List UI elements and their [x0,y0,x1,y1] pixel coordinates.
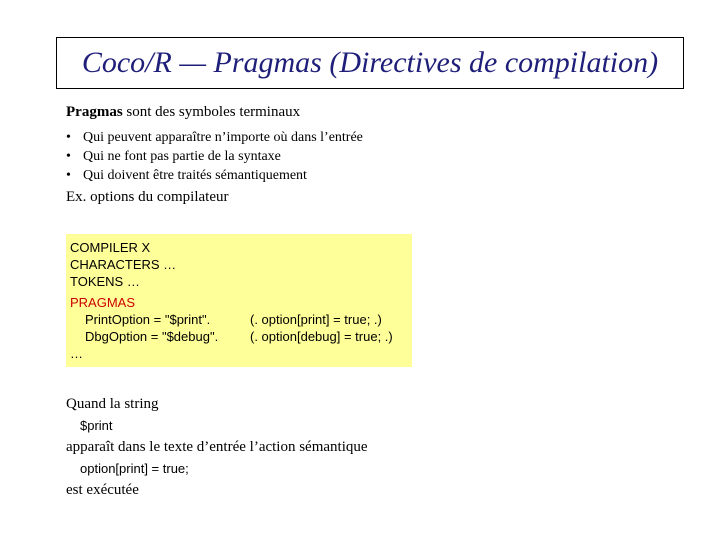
title-box [56,37,684,89]
code-print-decl: PrintOption = "$print". [85,312,211,327]
bullet-item [66,128,363,147]
bullet-list [66,128,363,185]
footer-code-print: $print [80,418,113,433]
footer-line-5: est exécutée [66,482,139,498]
code-debug-action: (. option[debug] = true; .) [250,329,393,344]
bullet-icon: • [66,130,71,145]
bullet-text: Qui doivent être traités sémantiquement [83,168,307,183]
bullet-item [66,147,363,166]
bullet-icon: • [66,149,71,164]
code-box [66,234,412,367]
code-line-pragmas: PRAGMAS [70,295,136,310]
footer-code-action: option[print] = true; [80,461,189,476]
example-label: Ex. options du compilateur [66,189,229,205]
footer-line-1: Quand la string [66,396,159,412]
intro-line [66,104,300,121]
bullet-text: Qui peuvent apparaître n’importe où dans l’entrée [83,130,363,145]
code-line-characters: CHARACTERS … [70,257,177,272]
bullet-item [66,166,363,185]
bullet-text: Qui ne font pas partie de la syntaxe [83,149,281,164]
code-line-tokens: TOKENS … [70,274,140,289]
code-debug-decl: DbgOption = "$debug". [85,329,219,344]
code-print-action: (. option[print] = true; .) [250,312,382,327]
footer-line-3: apparaît dans le texte d’entrée l’action sémantique [66,439,368,455]
bullet-icon: • [66,168,71,183]
intro-rest: sont des symboles terminaux [122,104,301,120]
code-ellipsis: … [70,346,83,361]
code-line-compiler: COMPILER X [70,240,151,255]
intro-term: Pragmas [66,104,123,120]
slide-title: Coco/R — Pragmas (Directives de compilation) [81,46,659,79]
